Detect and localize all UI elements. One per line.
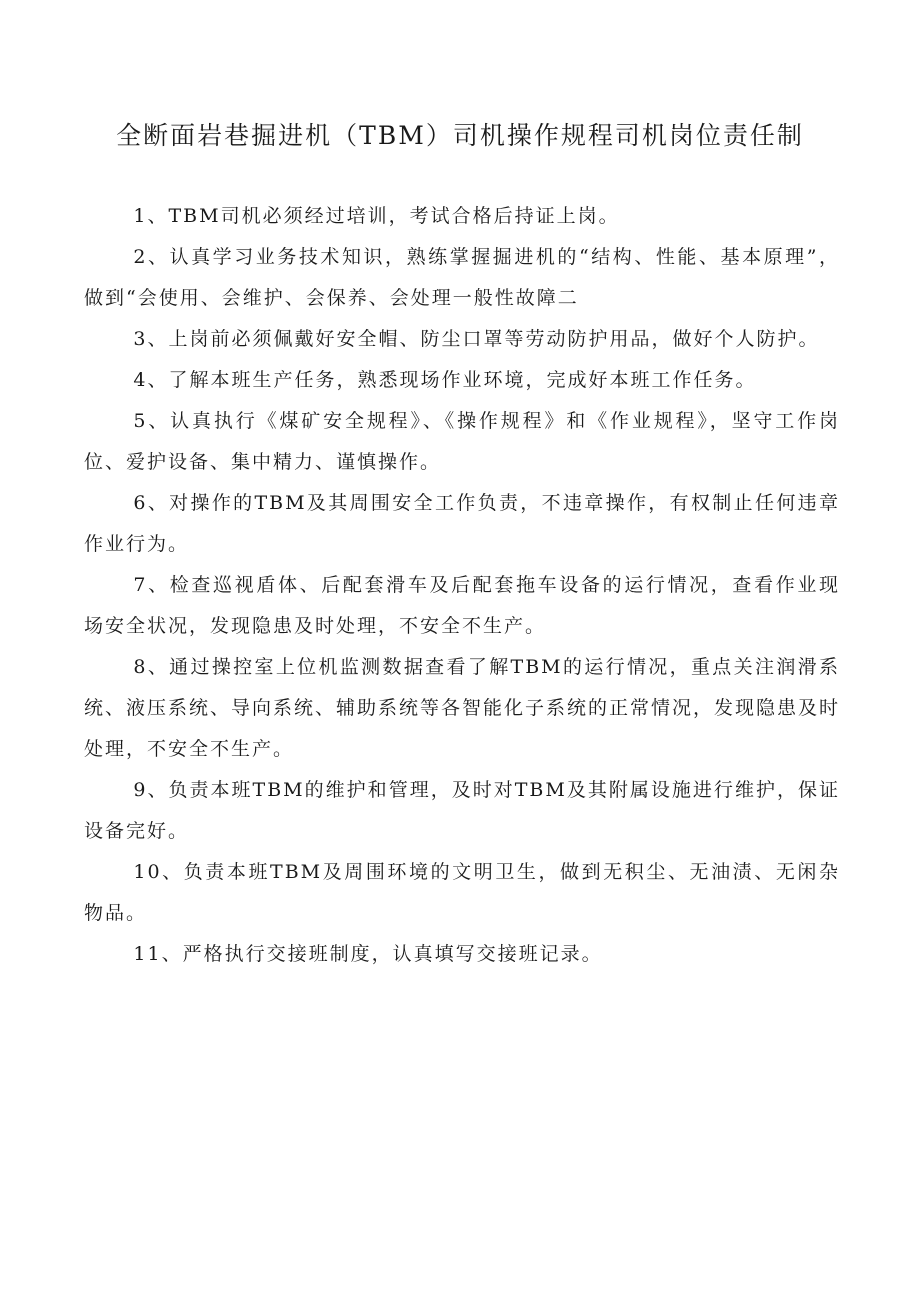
paragraph-2: 2、认真学习业务技术知识，熟练掌握掘进机的“结构、性能、基本原理”，做到“会使用、会维护、会保养、会处理一般性故障二 [84,246,840,309]
paragraph-4: 4、了解本班生产任务，熟悉现场作业环境，完成好本班工作任务。 [133,369,757,391]
paragraph-11: 11、严格执行交接班制度，认真填写交接班记录。 [133,943,603,965]
document-title: 全断面岩巷掘进机（TBM）司机操作规程司机岗位责任制 [116,121,804,150]
paragraph-6: 6、对操作的TBM及其周围安全工作负责，不违章操作，有权制止任何违章作业行为。 [84,492,840,555]
paragraph-7: 7、检查巡视盾体、后配套滑车及后配套拖车设备的运行情况，查看作业现场安全状况，发现隐患及时处理，不安全不生产。 [84,574,840,637]
paragraph-10: 10、负责本班TBM及周围环境的文明卫生，做到无积尘、无油渍、无闲杂物品。 [84,861,840,924]
document-body [84,196,840,975]
paragraph-5: 5、认真执行《煤矿安全规程》、《操作规程》和《作业规程》，坚守工作岗位、爱护设备、集中精力、谨慎操作。 [84,410,840,473]
paragraph-8: 8、通过操控室上位机监测数据查看了解TBM的运行情况，重点关注润滑系统、液压系统、导向系统、辅助系统等各智能化子系统的正常情况，发现隐患及时处理，不安全不生产。 [84,656,841,760]
paragraph-3: 3、上岗前必须佩戴好安全帽、防尘口罩等劳动防护用品，做好个人防护。 [133,328,820,350]
paragraph-1: 1、TBM司机必须经过培训，考试合格后持证上岗。 [133,205,620,227]
paragraph-9: 9、负责本班TBM的维护和管理，及时对TBM及其附属设施进行维护，保证设备完好。 [84,779,840,842]
